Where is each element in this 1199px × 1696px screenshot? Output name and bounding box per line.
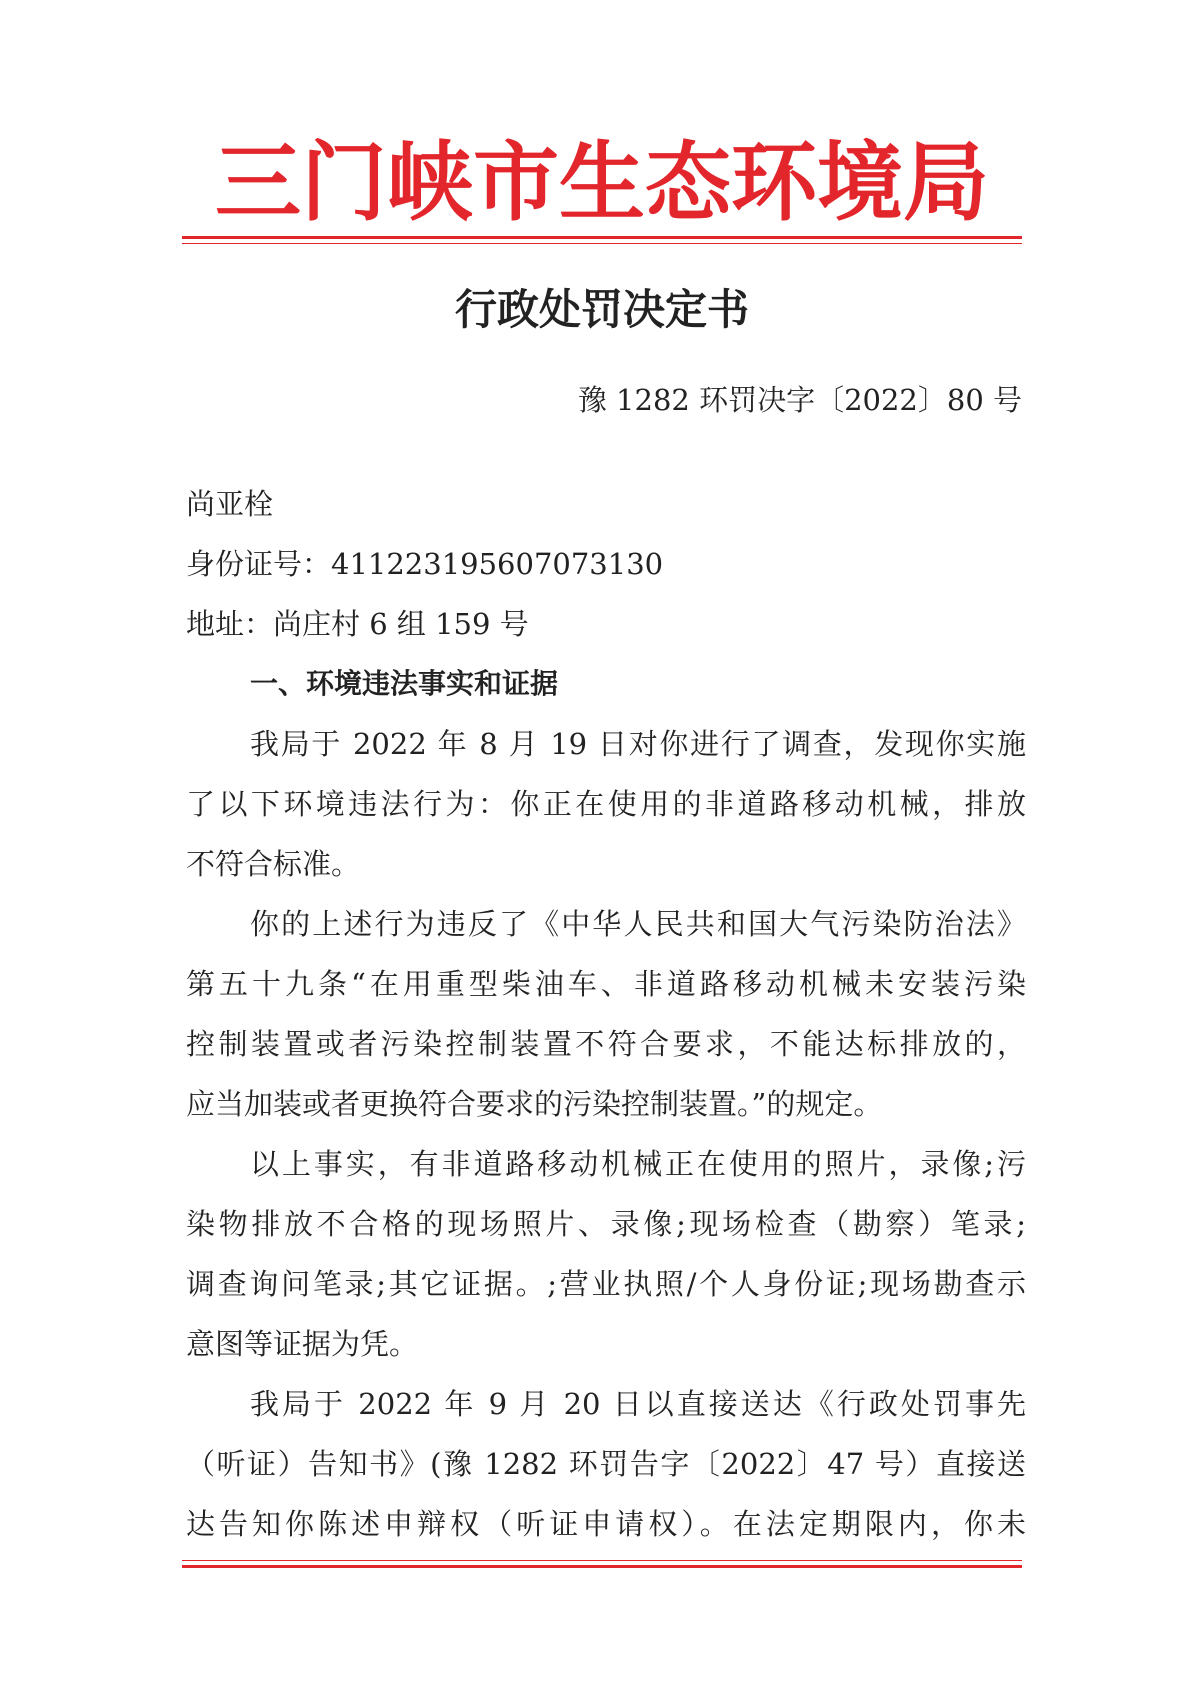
- agency-masthead: 三门峡市生态环境局: [215, 132, 989, 233]
- paragraph-line: 控制装置或者污染控制装置不符合要求，不能达标排放的，: [186, 1027, 1026, 1061]
- header-rule-thick: [182, 236, 1022, 239]
- header-rule-thin: [182, 243, 1022, 244]
- document-body: [186, 474, 1026, 1554]
- paragraph-line: 你的上述行为违反了《中华人民共和国大气污染防治法》: [250, 907, 1026, 941]
- paragraph-line: 我局于 2022 年 9 月 20 日以直接送达《行政处罚事先: [250, 1387, 1026, 1421]
- paragraph-line: （听证）告知书》(豫 1282 环罚告字〔2022〕47 号）直接送: [186, 1447, 1026, 1481]
- party-address: 地址：尚庄村 6 组 159 号: [186, 607, 529, 641]
- document-number: 豫 1282 环罚决字〔2022〕80 号: [577, 383, 1022, 417]
- paragraph-line: 我局于 2022 年 8 月 19 日对你进行了调查，发现你实施: [250, 727, 1026, 761]
- paragraph-line: 调查询问笔录;其它证据。;营业执照/个人身份证;现场勘查示: [186, 1267, 1026, 1301]
- paragraph-line: 染物排放不合格的现场照片、录像;现场检查（勘察）笔录;: [186, 1207, 1026, 1241]
- party-id: 身份证号：411223195607073130: [186, 547, 664, 581]
- footer-rule-thin: [182, 1560, 1022, 1561]
- footer-rule-thick: [182, 1565, 1022, 1568]
- paragraph-line: 以上事实，有非道路移动机械正在使用的照片，录像;污: [250, 1147, 1026, 1181]
- paragraph-line: 意图等证据为凭。: [186, 1327, 419, 1361]
- paragraph-line: 达告知你陈述申辩权（听证申请权）。在法定期限内，你未: [186, 1507, 1026, 1541]
- paragraph-evidence: [186, 1134, 1026, 1374]
- paragraph-line: 第五十九条“在用重型柴油车、非道路移动机械未安装污染: [186, 967, 1026, 1001]
- paragraph-investigation: [186, 714, 1026, 894]
- paragraph-notice: [186, 1374, 1026, 1554]
- paragraph-line: 了以下环境违法行为：你正在使用的非道路移动机械，排放: [186, 787, 1026, 821]
- section-heading: 一、环境违法事实和证据: [250, 667, 559, 700]
- paragraph-line: 不符合标准。: [186, 847, 361, 881]
- party-name: 尚亚栓: [186, 487, 274, 521]
- paragraph-line: 应当加装或者更换符合要求的污染控制装置。”的规定。: [186, 1087, 883, 1121]
- document-title: 行政处罚决定书: [454, 285, 749, 334]
- paragraph-violation: [186, 894, 1026, 1134]
